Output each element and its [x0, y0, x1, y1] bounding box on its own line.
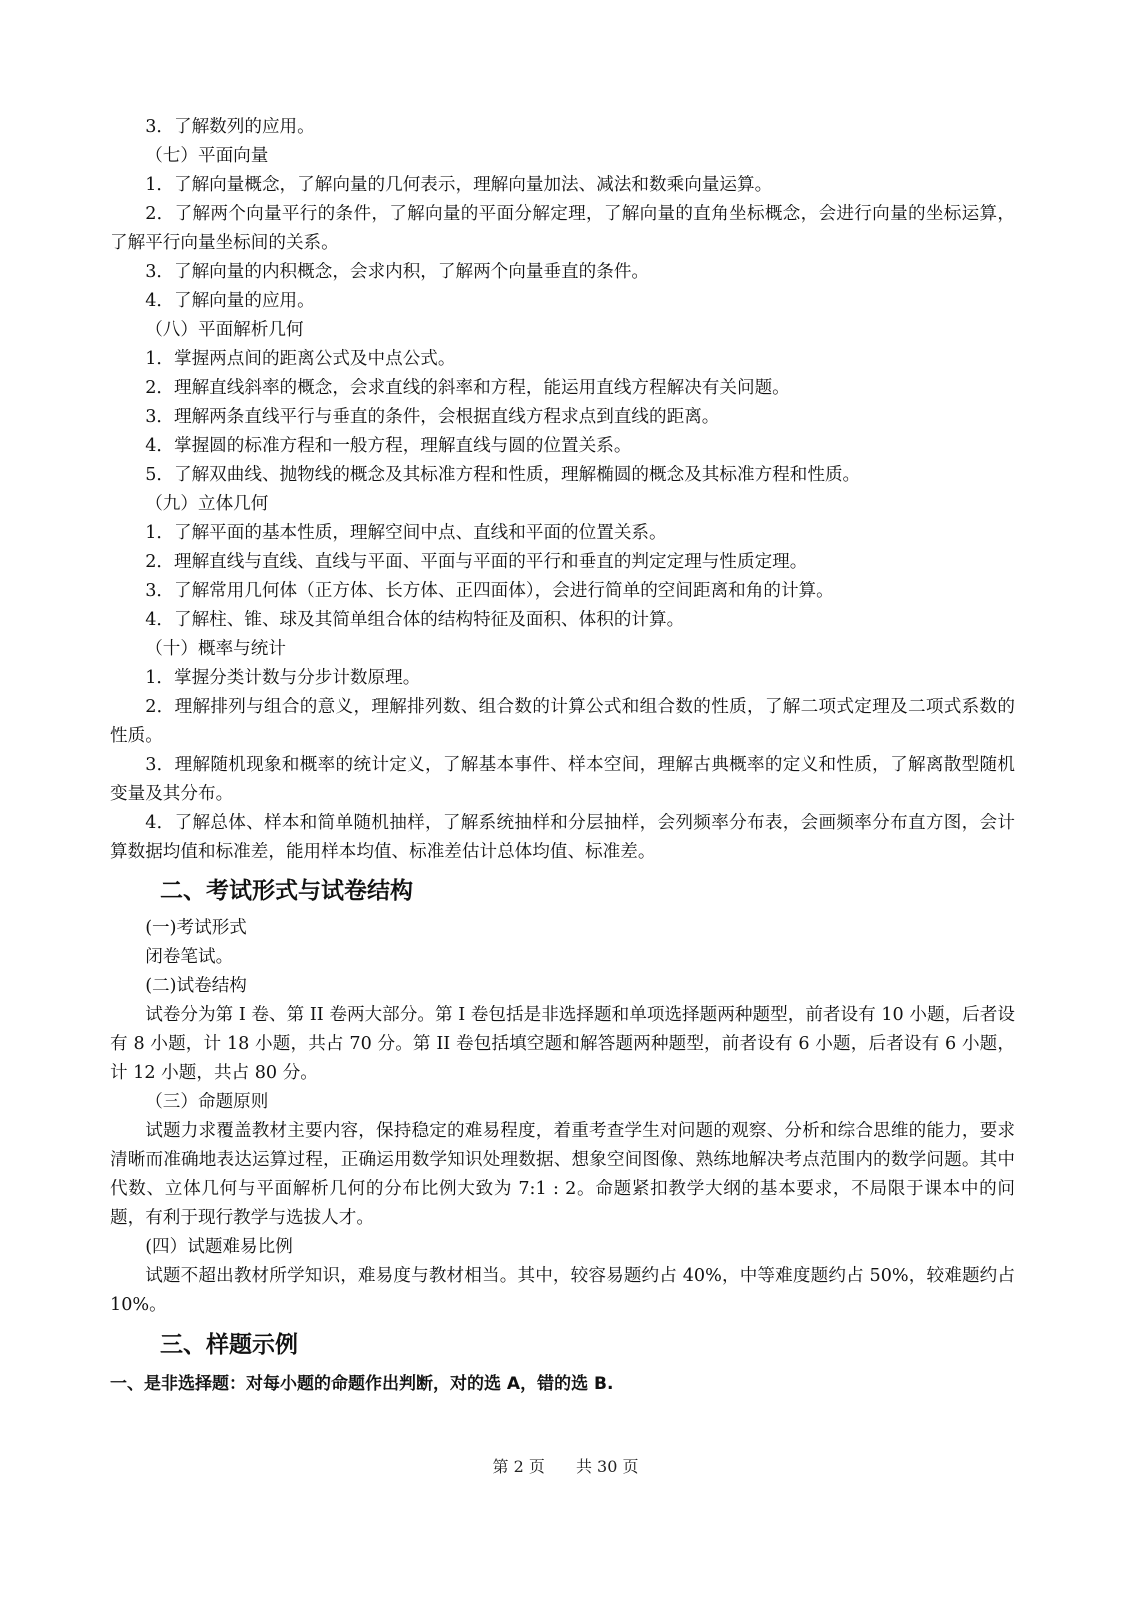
list-item: 5．了解双曲线、抛物线的概念及其标准方程和性质，理解椭圆的概念及其标准方程和性质。: [145, 465, 861, 485]
paragraph: 试卷分为第 I 卷、第 II 卷两大部分。第 I 卷包括是非选择题和单项选择题两种题型，前者设有 10 小题，后者设有 8 小题，计 18 小题，共占 70 分。第 II 卷包括填空题和解答题两种题型，前者设有 6 小题，后者设有 6 小题，计 12 小题，共占 80 分。: [110, 1005, 1015, 1083]
section-heading: (一)考试形式: [145, 918, 247, 938]
list-item: 3．了解常用几何体（正方体、长方体、正四面体），会进行简单的空间距离和角的计算。: [145, 581, 834, 601]
section-heading: （七）平面向量: [145, 146, 269, 166]
paragraph: 试题不超出教材所学知识，难易度与教材相当。其中，较容易题约占 40%，中等难度题约占 50%，较难题约占 10%。: [110, 1266, 1015, 1315]
page-footer: [0, 1454, 1131, 1477]
page-number: 第 2 页: [492, 1457, 545, 1476]
section-heading: （三）命题原则: [145, 1092, 269, 1112]
list-item: 1．掌握两点间的距离公式及中点公式。: [145, 349, 456, 369]
section-heading: (四）试题难易比例: [145, 1237, 293, 1257]
section-heading: （九）立体几何: [145, 494, 269, 514]
list-item: 2．理解排列与组合的意义，理解排列数、组合数的计算公式和组合数的性质，了解二项式定理及二项式系数的性质。: [110, 697, 1015, 746]
section-heading: （十）概率与统计: [145, 639, 286, 659]
section-heading: （八）平面解析几何: [145, 320, 304, 340]
list-item: 1．了解平面的基本性质，理解空间中点、直线和平面的位置关系。: [145, 523, 667, 543]
list-item: 4．了解向量的应用。: [145, 291, 315, 311]
list-item: 2．了解两个向量平行的条件，了解向量的平面分解定理，了解向量的直角坐标概念，会进行向量的坐标运算，了解平行向量坐标间的关系。: [110, 204, 1015, 253]
section-heading: (二)试卷结构: [145, 976, 247, 996]
part-heading-exam-format: 二、考试形式与试卷结构: [160, 878, 413, 904]
list-item: 4．了解柱、锥、球及其简单组合体的结构特征及面积、体积的计算。: [145, 610, 685, 630]
list-item: 1．了解向量概念，了解向量的几何表示，理解向量加法、减法和数乘向量运算。: [145, 175, 773, 195]
part-heading-sample-questions: 三、样题示例: [160, 1332, 298, 1358]
paragraph: 试题力求覆盖教材主要内容，保持稳定的难易程度，着重考查学生对问题的观察、分析和综合思维的能力，要求清晰而准确地表达运算过程，正确运用数学知识处理数据、想象空间图像、熟练地解决考点范围内的数学问题。其中代数、立体几何与平面解析几何的分布比例大致为 7:1 : 2。命题紧扣教学大纲的基本要求，不局限于课本中的问题，有利于现行教学与选拔人才。: [110, 1121, 1015, 1228]
list-item: 1．掌握分类计数与分步计数原理。: [145, 668, 421, 688]
list-item: 4．掌握圆的标准方程和一般方程，理解直线与圆的位置关系。: [145, 436, 632, 456]
list-item: 3．了解数列的应用。: [145, 117, 315, 137]
question-group-heading: 一、是非选择题：对每小题的命题作出判断，对的选 A，错的选 B.: [110, 1374, 614, 1394]
list-item: 2．理解直线斜率的概念，会求直线的斜率和方程，能运用直线方程解决有关问题。: [145, 378, 790, 398]
list-item: 3．理解随机现象和概率的统计定义，了解基本事件、样本空间，理解古典概率的定义和性质，了解离散型随机变量及其分布。: [110, 755, 1015, 804]
list-item: 3．理解两条直线平行与垂直的条件，会根据直线方程求点到直线的距离。: [145, 407, 720, 427]
list-item: 4．了解总体、样本和简单随机抽样，了解系统抽样和分层抽样，会列频率分布表，会画频率分布直方图，会计算数据均值和标准差，能用样本均值、标准差估计总体均值、标准差。: [110, 813, 1015, 862]
list-item: 2．理解直线与直线、直线与平面、平面与平面的平行和垂直的判定定理与性质定理。: [145, 552, 808, 572]
paragraph: 闭卷笔试。: [145, 947, 234, 967]
list-item: 3．了解向量的内积概念，会求内积，了解两个向量垂直的条件。: [145, 262, 650, 282]
page-total: 共 30 页: [575, 1457, 639, 1476]
page-content: [110, 113, 1015, 1399]
